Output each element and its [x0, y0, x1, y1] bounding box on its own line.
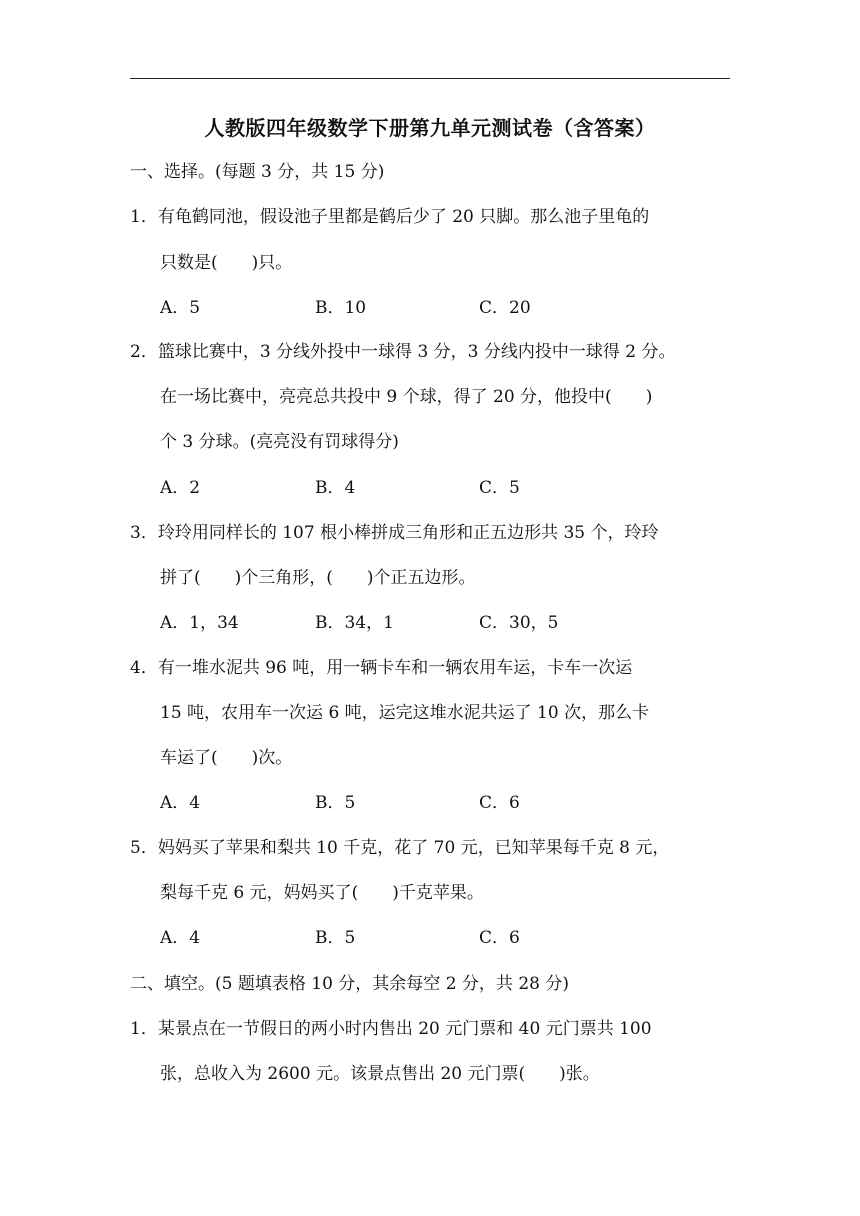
question-4-option-b: B．5	[315, 793, 356, 813]
question-5-option-c: C．6	[479, 928, 520, 948]
question-1-option-a: A．5	[160, 298, 201, 318]
question-2-line-2: 在一场比赛中，亮亮总共投中 9 个球，得了 20 分，他投中( )	[160, 387, 653, 407]
section-heading-fill: 二、填空。(5 题填表格 10 分，其余每空 2 分，共 28 分)	[130, 974, 569, 994]
question-3-option-b: B．34，1	[315, 613, 394, 633]
question-3-line-1: 3．玲玲用同样长的 107 根小棒拼成三角形和正五边形共 35 个，玲玲	[130, 523, 659, 543]
page-title: 人教版四年级数学下册第九单元测试卷（含答案）	[204, 116, 656, 140]
question-2-line-1: 2．篮球比赛中，3 分线外投中一球得 3 分，3 分线内投中一球得 2 分。	[130, 342, 676, 362]
question-4-line-1: 4．有一堆水泥共 96 吨，用一辆卡车和一辆农用车运，卡车一次运	[130, 658, 633, 678]
fill-question-1-line-2: 张，总收入为 2600 元。该景点售出 20 元门票( )张。	[160, 1064, 600, 1084]
question-1-line-2: 只数是( )只。	[160, 253, 293, 273]
question-5-option-b: B．5	[315, 928, 356, 948]
question-3-line-2: 拼了( )个三角形，( )个正五边形。	[160, 568, 476, 588]
question-1-line-1: 1．有龟鹤同池，假设池子里都是鹤后少了 20 只脚。那么池子里龟的	[130, 207, 650, 227]
question-2-option-a: A．2	[160, 478, 201, 498]
question-5-line-1: 5．妈妈买了苹果和梨共 10 千克，花了 70 元，已知苹果每千克 8 元，	[130, 838, 670, 858]
section-heading-choice: 一、选择。(每题 3 分，共 15 分)	[130, 162, 385, 182]
question-1-option-c: C．20	[479, 298, 531, 318]
question-4-line-3: 车运了( )次。	[160, 748, 293, 768]
question-2-option-b: B．4	[315, 478, 356, 498]
question-5-option-a: A．4	[160, 928, 201, 948]
question-2-line-3: 个 3 分球。(亮亮没有罚球得分)	[160, 432, 399, 452]
question-4-option-c: C．6	[479, 793, 520, 813]
fill-question-1-line-1: 1．某景点在一节假日的两小时内售出 20 元门票和 40 元门票共 100	[130, 1019, 652, 1039]
question-3-option-c: C．30，5	[479, 613, 559, 633]
question-3-option-a: A．1，34	[160, 613, 239, 633]
question-4-line-2: 15 吨，农用车一次运 6 吨，运完这堆水泥共运了 10 次，那么卡	[160, 703, 650, 723]
question-2-option-c: C．5	[479, 478, 520, 498]
question-1-option-b: B．10	[315, 298, 367, 318]
header-rule	[130, 78, 730, 79]
question-5-line-2: 梨每千克 6 元，妈妈买了( )千克苹果。	[160, 883, 484, 903]
question-4-option-a: A．4	[160, 793, 201, 813]
